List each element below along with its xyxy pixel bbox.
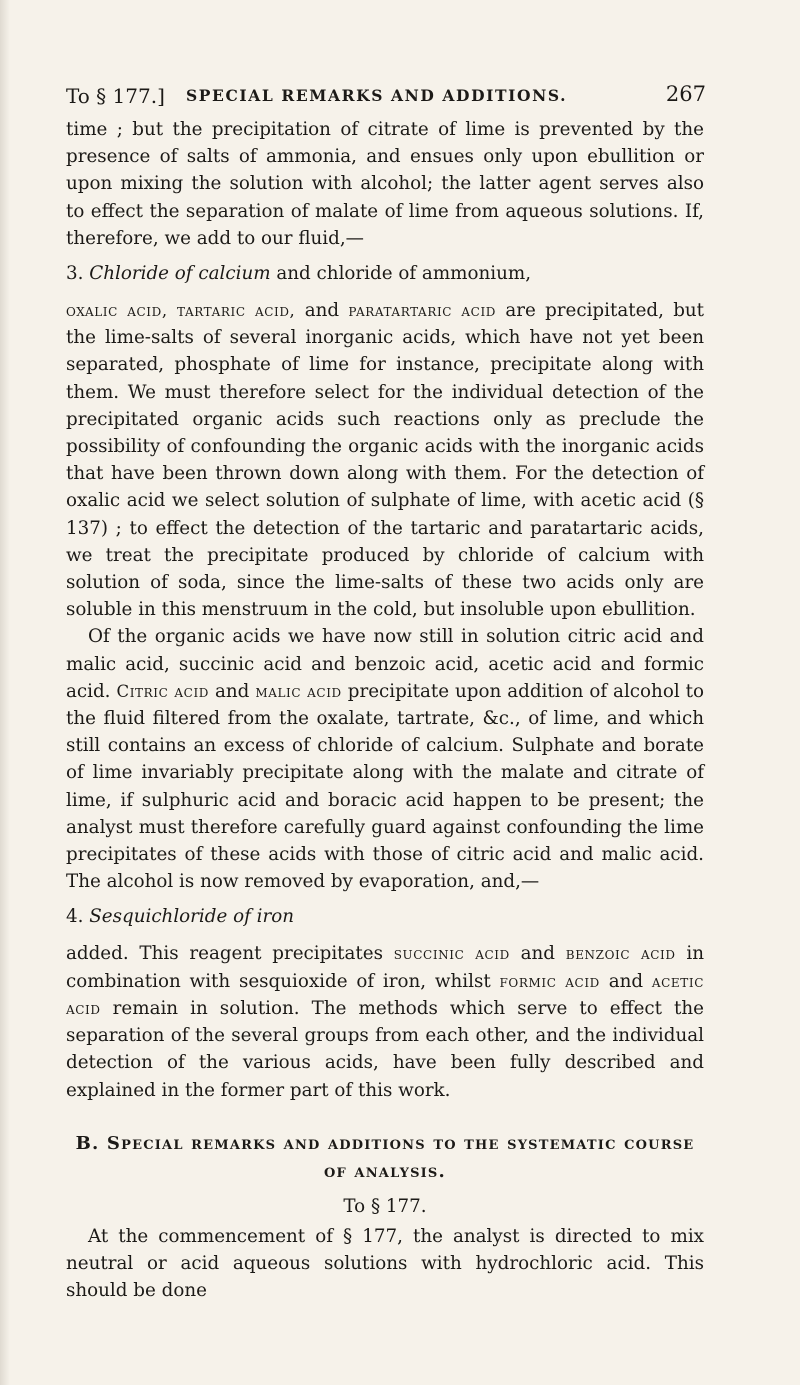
term-acetic-acid: acetic acid [66, 971, 704, 1018]
paragraph-5: At the commencement of § 177, the analyst is directed to mix neutral or acid aqueous solutions with hydrochloric acid. This should be done [66, 1225, 704, 1302]
paragraph-2 [66, 297, 704, 623]
section-3-heading [66, 260, 704, 287]
term-oxalic-tartaric: oxalic acid, tartaric acid, [66, 301, 296, 321]
paragraph-2-text: are precipitated, but the lime-salts of several inorganic acids, which have not yet been separated, phosphate of lime for instance, precipitate along with them. We must therefore select for the individual detection of the precipitated organic acids such reactions only as preclude the possibility of confounding the organic acids with the inorganic acids that have been thrown down along with them. For the detection of oxalic acid we select solution of sulphate of lime, with acetic acid (§ 137) ; to effect the detection of the tartaric and paratartaric acids, we treat the precipitate produced by chloride of calcium with solution of soda, since the lime-salts of these two acids only are soluble in this menstruum in the cold, but insoluble upon ebullition. [66, 300, 705, 621]
paragraph-4-mid: in combination with sesquioxide of iron, whilst [66, 943, 704, 992]
section-b-heading-line-2: of analysis. [324, 1160, 446, 1182]
section-4-reagent: Sesquichloride of iron [89, 906, 295, 928]
running-head-title: SPECIAL REMARKS AND ADDITIONS. [186, 86, 568, 105]
page-number: 267 [665, 82, 706, 106]
section-3-number: 3. [66, 263, 84, 285]
term-benzoic-acid: benzoic acid [565, 944, 676, 964]
paragraph-3 [66, 623, 704, 895]
section-4-heading [66, 903, 704, 930]
paragraph-3-intro: Of the organic acids we have now still in solution citric acid and malic acid, succinic acid and benzoic acid, acetic acid and formic acid. [66, 626, 704, 702]
paragraph-1: time ; but the precipitation of citrate of lime is prevented by the presence of salts of ammonia, and ensues only upon ebullition or upon mixing the solution with alcohol; the latter agent serves also to effect the separation of malate of lime from aqueous solutions. If, therefore, we add to our fluid,— [66, 119, 704, 249]
term-formic-acid: formic acid [499, 971, 600, 991]
running-head [66, 76, 704, 110]
term-citric-acid: Citric acid [116, 681, 209, 701]
section-3-rest: and chloride of ammonium, [276, 263, 532, 285]
section-b-heading-line-1: B. Special remarks and additions to the systematic course [75, 1132, 695, 1154]
term-malic-acid: malic acid [255, 681, 342, 701]
word-and: and [520, 943, 555, 965]
paragraph-3-text: precipitate upon addition of alcohol to the fluid filtered from the oxalate, tartrate, &c., of lime, and which still contains an excess of chloride of calcium. Sulphate and borate of lime invariably precipitate along with the malate and citrate of lime, if sulphuric acid and boracic acid happen to be present; the analyst must therefore carefully guard against confounding the lime precipitates of these acids with those of citric acid and malic acid. The alcohol is now removed by evaporation, and,— [66, 680, 704, 893]
section-3-reagent: Chloride of calcium [89, 263, 271, 285]
paragraph-4-intro: added. This reagent precipitates [66, 943, 383, 965]
word-and: and [304, 300, 340, 322]
term-succinic-acid: succinic acid [393, 944, 510, 964]
term-paratartaric: paratartaric acid [348, 301, 497, 321]
subsection-ref: To § 177. [343, 1195, 427, 1217]
paragraph-4 [66, 940, 704, 1103]
running-head-section-ref: To § 177.] [66, 84, 165, 108]
section-b-heading [66, 1130, 704, 1186]
word-and: and [608, 970, 644, 992]
word-and: and [214, 680, 250, 702]
paragraph-4-text: remain in solution. The methods which serve to effect the separation of the several groups from each other, and the individual detection of the various acids, have been fully described and explained in the former part of this work. [66, 997, 704, 1101]
section-4-number: 4. [66, 906, 84, 928]
